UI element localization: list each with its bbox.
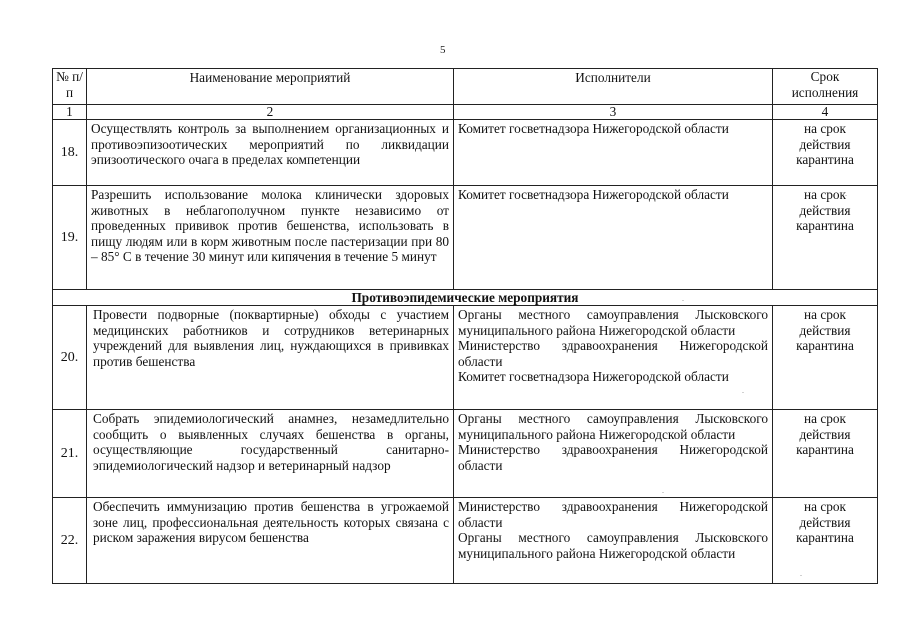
- row-number: 19.: [53, 186, 87, 290]
- section-title: Противоэпидемические мероприятия: [53, 290, 878, 306]
- section-header-row: [53, 290, 878, 306]
- measures-table: [52, 68, 878, 584]
- executor-line: Органы местного самоуправления Лысковского муниципального района Нижегородской области: [458, 307, 768, 338]
- executors-cell: [454, 186, 773, 290]
- measure-text: Собрать эпидемиологический анамнез, незамедлительно сообщить о выявленных случаях бешенства в органы, осуществляющие государственный санитарно-эпидемиологический надзор и ветеринарный надзор: [87, 410, 454, 498]
- measure-text: Обеспечить иммунизацию против бешенства в угрожаемой зоне лиц, профессиональная деятельность которых связана с риском заражения вирусом бешенства: [87, 498, 454, 584]
- measure-text: Осуществлять контроль за выполнением организационных и противоэпизоотических мероприятий по ликвидации эпизоотического очага в пределах компетенции: [87, 120, 454, 186]
- executor-line: Органы местного самоуправления Лысковского муниципального района Нижегородской области: [458, 530, 768, 561]
- scan-speck: [682, 300, 684, 301]
- column-number-2: 2: [87, 105, 454, 120]
- executor-line: Комитет госветнадзора Нижегородской области: [458, 187, 729, 202]
- executors-cell: [454, 498, 773, 584]
- measure-text: Провести подворные (поквартирные) обходы с участием медицинских работников и сотрудников ветеринарных учреждений для выявления лиц, нуждающихся в прививках против бешенства: [87, 306, 454, 410]
- header-number: № п/п: [53, 69, 87, 105]
- executor-line: Министерство здравоохранения Нижегородской области: [458, 442, 768, 473]
- scan-speck: [742, 392, 744, 393]
- scan-speck: [537, 422, 539, 423]
- executor-line: Министерство здравоохранения Нижегородской области: [458, 499, 768, 530]
- executors-cell: [454, 410, 773, 498]
- executor-line: Комитет госветнадзора Нижегородской области: [458, 369, 729, 385]
- scan-speck: [800, 575, 802, 576]
- measure-text: Разрешить использование молока клинически здоровых животных в неблагополучном пункте независимо от проведенных прививок против бешенства, использовать в пищу людям или в корм животным после пастеризации при 80 – 85° С в течение 30 минут или кипячения в течение 5 минут: [87, 186, 454, 290]
- page-number: 5: [440, 44, 446, 56]
- term-text: на срок действия карантина: [773, 306, 878, 410]
- table-row: [53, 306, 878, 410]
- term-text: на срок действия карантина: [773, 186, 878, 290]
- table-row: [53, 410, 878, 498]
- column-number-3: 3: [454, 105, 773, 120]
- header-executors: Исполнители: [454, 69, 773, 105]
- executors-cell: [454, 120, 773, 186]
- header-measure-name: Наименование мероприятий: [87, 69, 454, 105]
- column-number-1: 1: [53, 105, 87, 120]
- executor-line: Органы местного самоуправления Лысковского муниципального района Нижегородской области: [458, 411, 768, 442]
- row-number: 22.: [53, 498, 87, 584]
- header-term: Срок исполнения: [773, 69, 878, 105]
- row-number: 18.: [53, 120, 87, 186]
- row-number: 21.: [53, 410, 87, 498]
- term-text: на срок действия карантина: [773, 498, 878, 584]
- table-row: [53, 186, 878, 290]
- executor-line: Комитет госветнадзора Нижегородской области: [458, 121, 729, 136]
- scan-speck: [662, 492, 664, 493]
- row-number: 20.: [53, 306, 87, 410]
- table-row: [53, 120, 878, 186]
- table-row: [53, 498, 878, 584]
- scan-speck: [845, 195, 847, 196]
- executors-cell: [454, 306, 773, 410]
- table-header-row: [53, 69, 878, 105]
- term-text: на срок действия карантина: [773, 410, 878, 498]
- column-number-4: 4: [773, 105, 878, 120]
- column-number-row: [53, 105, 878, 120]
- executor-line: Министерство здравоохранения Нижегородской области: [458, 338, 768, 369]
- term-text: на срок действия карантина: [773, 120, 878, 186]
